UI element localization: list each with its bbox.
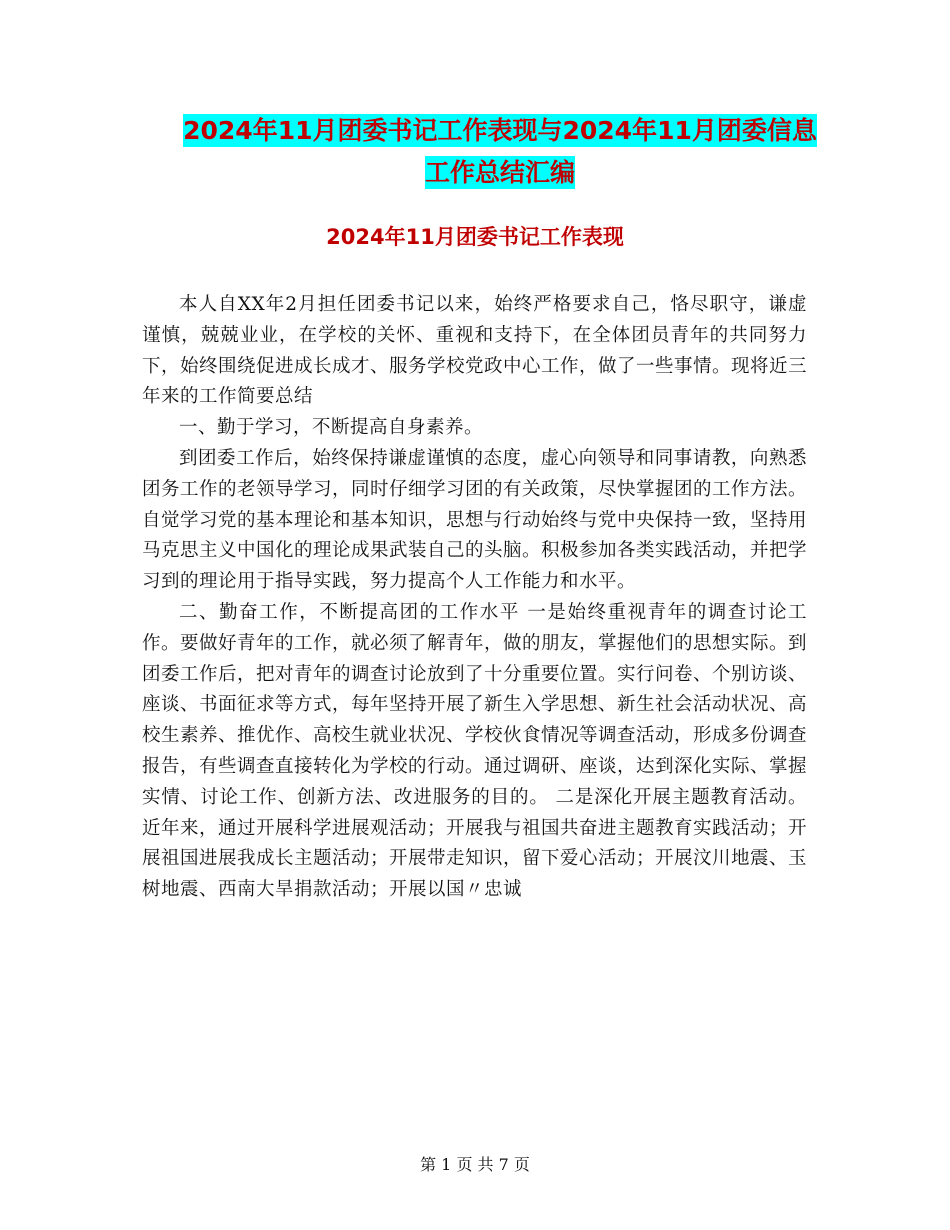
paragraph: 一、勤于学习，不断提高自身素养。: [179, 417, 484, 439]
section-title: 2024年11月团委书记工作表现: [326, 225, 624, 249]
paragraph: 本人自XX年2月担任团委书记以来，始终严格要求自己，恪尽职守，谦虚谨慎，兢兢业业，在学校的关怀、重视和支持下，在全体团员青年的共同努力下，始终围绕促进成长成才、服务学校党政中心工作，做了一些事情。现将近三年来的工作简要总结: [142, 294, 808, 408]
document-title: [180, 110, 820, 194]
paragraph: 到团委工作后，始终保持谦虚谨慎的态度，虚心向领导和同事请教，向熟悉团务工作的老领导学习，同时仔细学习团的有关政策，尽快掌握团的工作方法。自觉学习党的基本理论和基本知识，思想与行动始终与党中央保持一致，坚持用马克思主义中国化的理论成果武装自己的头脑。积极参加各类实践活动，并把学习到的理论用于指导实践，努力提高个人工作能力和水平。: [142, 447, 808, 593]
document-body: [142, 290, 807, 906]
paragraph: 二、勤奋工作，不断提高团的工作水平 一是始终重视青年的调查讨论工作。要做好青年的工作，就必须了解青年，做的朋友，掌握他们的思想实际。到团委工作后，把对青年的调查讨论放到了十分重要位置。实行问卷、个别访谈、座谈、书面征求等方式，每年坚持开展了新生入学思想、新生社会活动状况、高校生素养、推优作、高校生就业状况、学校伙食情况等调查活动，形成多份调查报告，有些调查直接转化为学校的行动。通过调研、座谈，达到深化实际、掌握实情、讨论工作、创新方法、改进服务的目的。 二是深化开展主题教育活动。近年来，通过开展科学进展观活动；开展我与祖国共奋进主题教育实践活动；开展祖国进展我成长主题活动；开展带走知识，留下爱心活动；开展汶川地震、玉树地震、西南大旱捐款活动；开展以国〃忠诚: [142, 601, 808, 901]
page-footer: 第 1 页 共 7 页: [420, 1155, 530, 1174]
document-title-text: 2024年11月团委书记工作表现与2024年11月团委信息工作总结汇编: [183, 116, 817, 187]
